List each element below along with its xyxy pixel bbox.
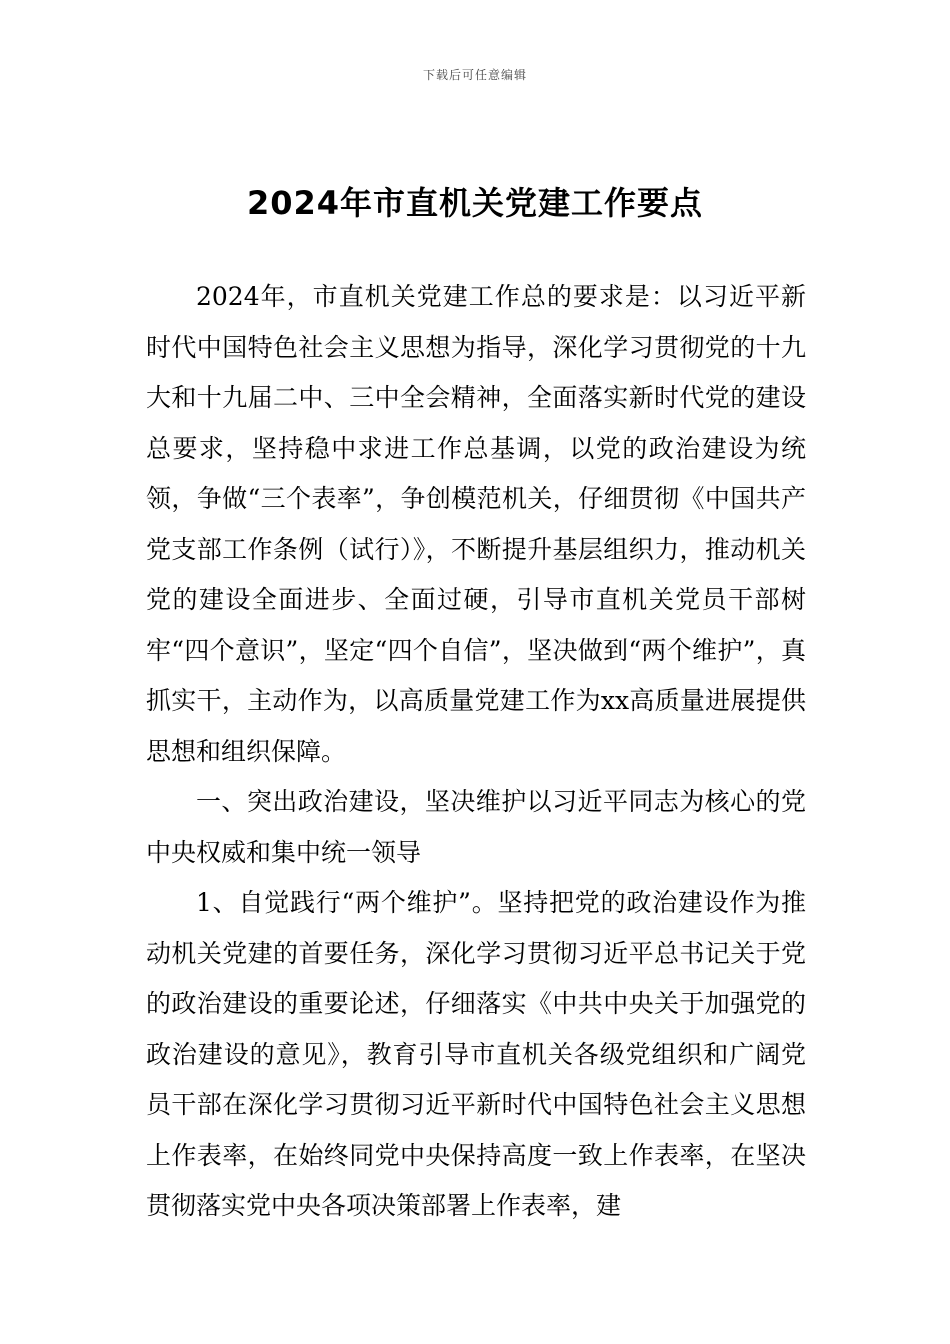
document-title: 2024年市直机关党建工作要点 — [246, 184, 704, 222]
paragraph-item-1: 1、自觉践行“两个维护”。坚持把党的政治建设作为推动机关党建的首要任务，深化学习贯彻习近平总书记关于党的政治建设的重要论述，仔细落实《中共中央关于加强党的政治建设的意见》，教育引导市直机关各级党组织和广阔党员干部在深化学习贯彻习近平新时代中国特色社会主义思想上作表率，在始终同党中央保持高度一致上作表率，在坚决贯彻落实党中央各项决策部署上作表率，建 — [146, 888, 806, 1220]
document-body — [146, 272, 806, 1232]
paragraph-intro: 2024年，市直机关党建工作总的要求是：以习近平新时代中国特色社会主义思想为指导，深化学习贯彻党的十九大和十九届二中、三中全会精神，全面落实新时代党的建设总要求，坚持稳中求进工作总基调，以党的政治建设为统领，争做“三个表率”，争创模范机关，仔细贯彻《中国共产党支部工作条例（试行）》，不断提升基层组织力，推动机关党的建设全面进步、全面过硬，引导市直机关党员干部树牢“四个意识”，坚定“四个自信”，坚决做到“两个维护”，真抓实干，主动作为，以高质量党建工作为xx高质量进展提供思想和组织保障。 — [146, 282, 806, 766]
section-heading-1: 一、突出政治建设，坚决维护以习近平同志为核心的党中央权威和集中统一领导 — [146, 787, 806, 867]
header-note: 下载后可任意编辑 — [422, 68, 527, 82]
